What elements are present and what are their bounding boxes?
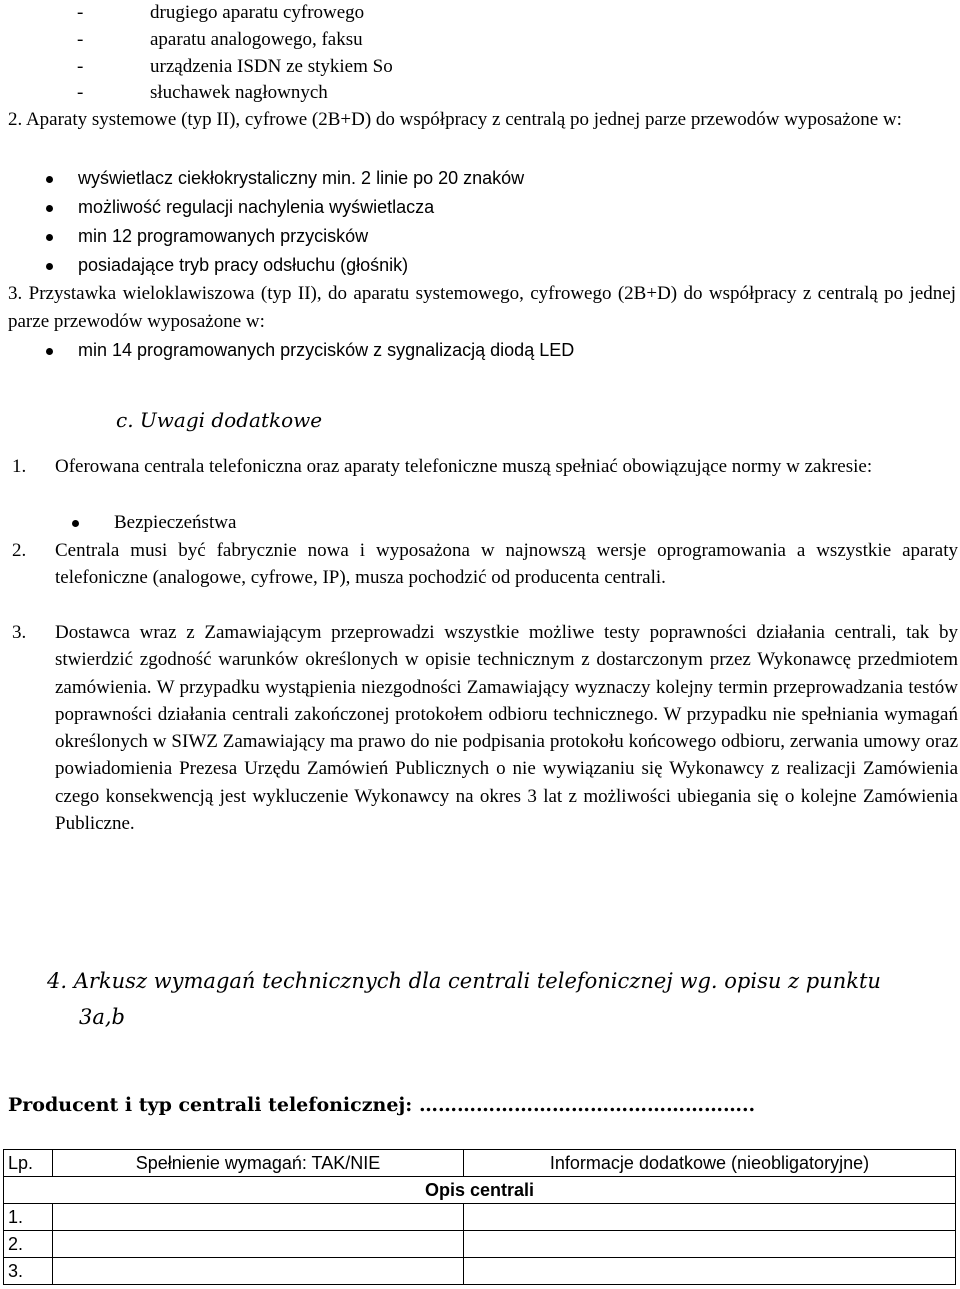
bullet-dot bbox=[46, 263, 53, 270]
uwagi-item-3 bbox=[12, 619, 958, 837]
dash-item-text: słuchawek nagłownych bbox=[150, 82, 328, 103]
bullet-text: min 12 programowanych przycisków bbox=[78, 226, 369, 246]
table-section-row bbox=[4, 1177, 956, 1204]
bullet-dot bbox=[46, 176, 53, 183]
table-row bbox=[4, 1204, 956, 1231]
item-text: Dostawca wraz z Zamawiającym przeprowadzi wszystkie możliwe testy poprawności działania centrali, tak by stwierdzić zgodność warunków określonych w opisie technicznym z dostarczonym przez Wykonawcę przedmiotem zamówienia. W przypadku wystąpienia niezgodności Zamawiający wyznaczy kolejny termin przeprowadzania testów poprawności działania centrali zakończonej protokołem odbioru technicznego. W przypadku nie spełniania wymagań określonych w SIWZ Zamawiający ma prawo do nie podpisania protokołu końcowego odbioru, zerwania umowy oraz powiadomienia Prezesa Urzędu Zamówień Publicznych o nie wywiązaniu się Wykonawcy z realizacji Zamówienia czego konsekwencją jest wykluczenie Wykonawcy na okres 3 lat z możliwości ubiegania się o kolejne Zamówienia Publiczne. bbox=[55, 622, 958, 835]
table-row bbox=[4, 1231, 956, 1258]
bullet-text: Bezpieczeństwa bbox=[114, 512, 237, 533]
dash-marker: - bbox=[77, 82, 84, 103]
bullet-text: posiadające tryb pracy odsłuchu (głośnik) bbox=[78, 255, 409, 275]
table-row bbox=[4, 1258, 956, 1285]
producent-line bbox=[8, 1090, 755, 1120]
item-3-paragraph: 3. Przystawka wieloklawiszowa (typ II), do aparatu systemowego, cyfrowego (2B+D) do współpracy z centralą po jednej parze przewodów wyposażone w: bbox=[8, 283, 956, 332]
item-number: 3. bbox=[12, 622, 27, 643]
dash-marker: - bbox=[77, 56, 84, 77]
section-4-line-2: 3a,b bbox=[79, 1005, 125, 1029]
row-cell[interactable] bbox=[464, 1258, 956, 1285]
section-4-line-1: 4. Arkusz wymagań technicznych dla centrali telefonicznej wg. opisu z punktu bbox=[47, 969, 881, 993]
bullet-dot bbox=[72, 520, 79, 527]
row-number: 2. bbox=[4, 1231, 53, 1258]
item-text: Oferowana centrala telefoniczna oraz aparaty telefoniczne muszą spełniać obowiązujące normy w zakresie: bbox=[55, 456, 873, 477]
bullet-dot bbox=[46, 348, 53, 355]
header-informacje: Informacje dodatkowe (nieobligatoryjne) bbox=[464, 1150, 956, 1177]
bullet-text: min 14 programowanych przycisków z sygnalizacją diodą LED bbox=[78, 340, 575, 360]
item-number: 1. bbox=[12, 456, 27, 477]
dash-item-text: urządzenia ISDN ze stykiem So bbox=[150, 56, 393, 77]
uwagi-item-1 bbox=[12, 453, 958, 480]
item-2-paragraph: 2. Aparaty systemowe (typ II), cyfrowe (2B+D) do współpracy z centralą po jednej parze przewodów wyposażone w: bbox=[8, 109, 902, 130]
section-c-heading: c. Uwagi dodatkowe bbox=[116, 408, 323, 432]
producent-label: Producent i typ centrali telefonicznej: bbox=[8, 1094, 413, 1116]
bullet-dot bbox=[46, 205, 53, 212]
table-header-row bbox=[4, 1150, 956, 1177]
bullet-dot bbox=[46, 234, 53, 241]
bullet-text: wyświetlacz ciekłokrystaliczny min. 2 linie po 20 znaków bbox=[78, 168, 525, 188]
row-cell[interactable] bbox=[53, 1204, 464, 1231]
row-number: 3. bbox=[4, 1258, 53, 1285]
header-spelnienie: Spełnienie wymagań: TAK/NIE bbox=[53, 1150, 464, 1177]
dash-item-text: aparatu analogowego, faksu bbox=[150, 29, 363, 50]
uwagi-item-2 bbox=[12, 537, 958, 592]
producent-dots: …………………………………………….. bbox=[418, 1094, 756, 1116]
row-cell[interactable] bbox=[53, 1231, 464, 1258]
row-cell[interactable] bbox=[53, 1258, 464, 1285]
row-cell[interactable] bbox=[464, 1204, 956, 1231]
header-lp: Lp. bbox=[4, 1150, 53, 1177]
requirements-table bbox=[3, 1149, 956, 1285]
section-4-heading bbox=[47, 963, 957, 1035]
dash-marker: - bbox=[77, 2, 84, 23]
row-cell[interactable] bbox=[464, 1231, 956, 1258]
row-number: 1. bbox=[4, 1204, 53, 1231]
section-row-cell: Opis centrali bbox=[4, 1177, 956, 1204]
item-number: 2. bbox=[12, 540, 27, 561]
bullet-text: możliwość regulacji nachylenia wyświetlacza bbox=[78, 197, 435, 217]
dash-marker: - bbox=[77, 29, 84, 50]
item-text: Centrala musi być fabrycznie nowa i wyposażona w najnowszą wersje oprogramowania a wszystkie aparaty telefoniczne (analogowe, cyfrowe, IP), musza pochodzić od producenta centrali. bbox=[55, 540, 958, 589]
dash-item-text: drugiego aparatu cyfrowego bbox=[150, 2, 365, 23]
